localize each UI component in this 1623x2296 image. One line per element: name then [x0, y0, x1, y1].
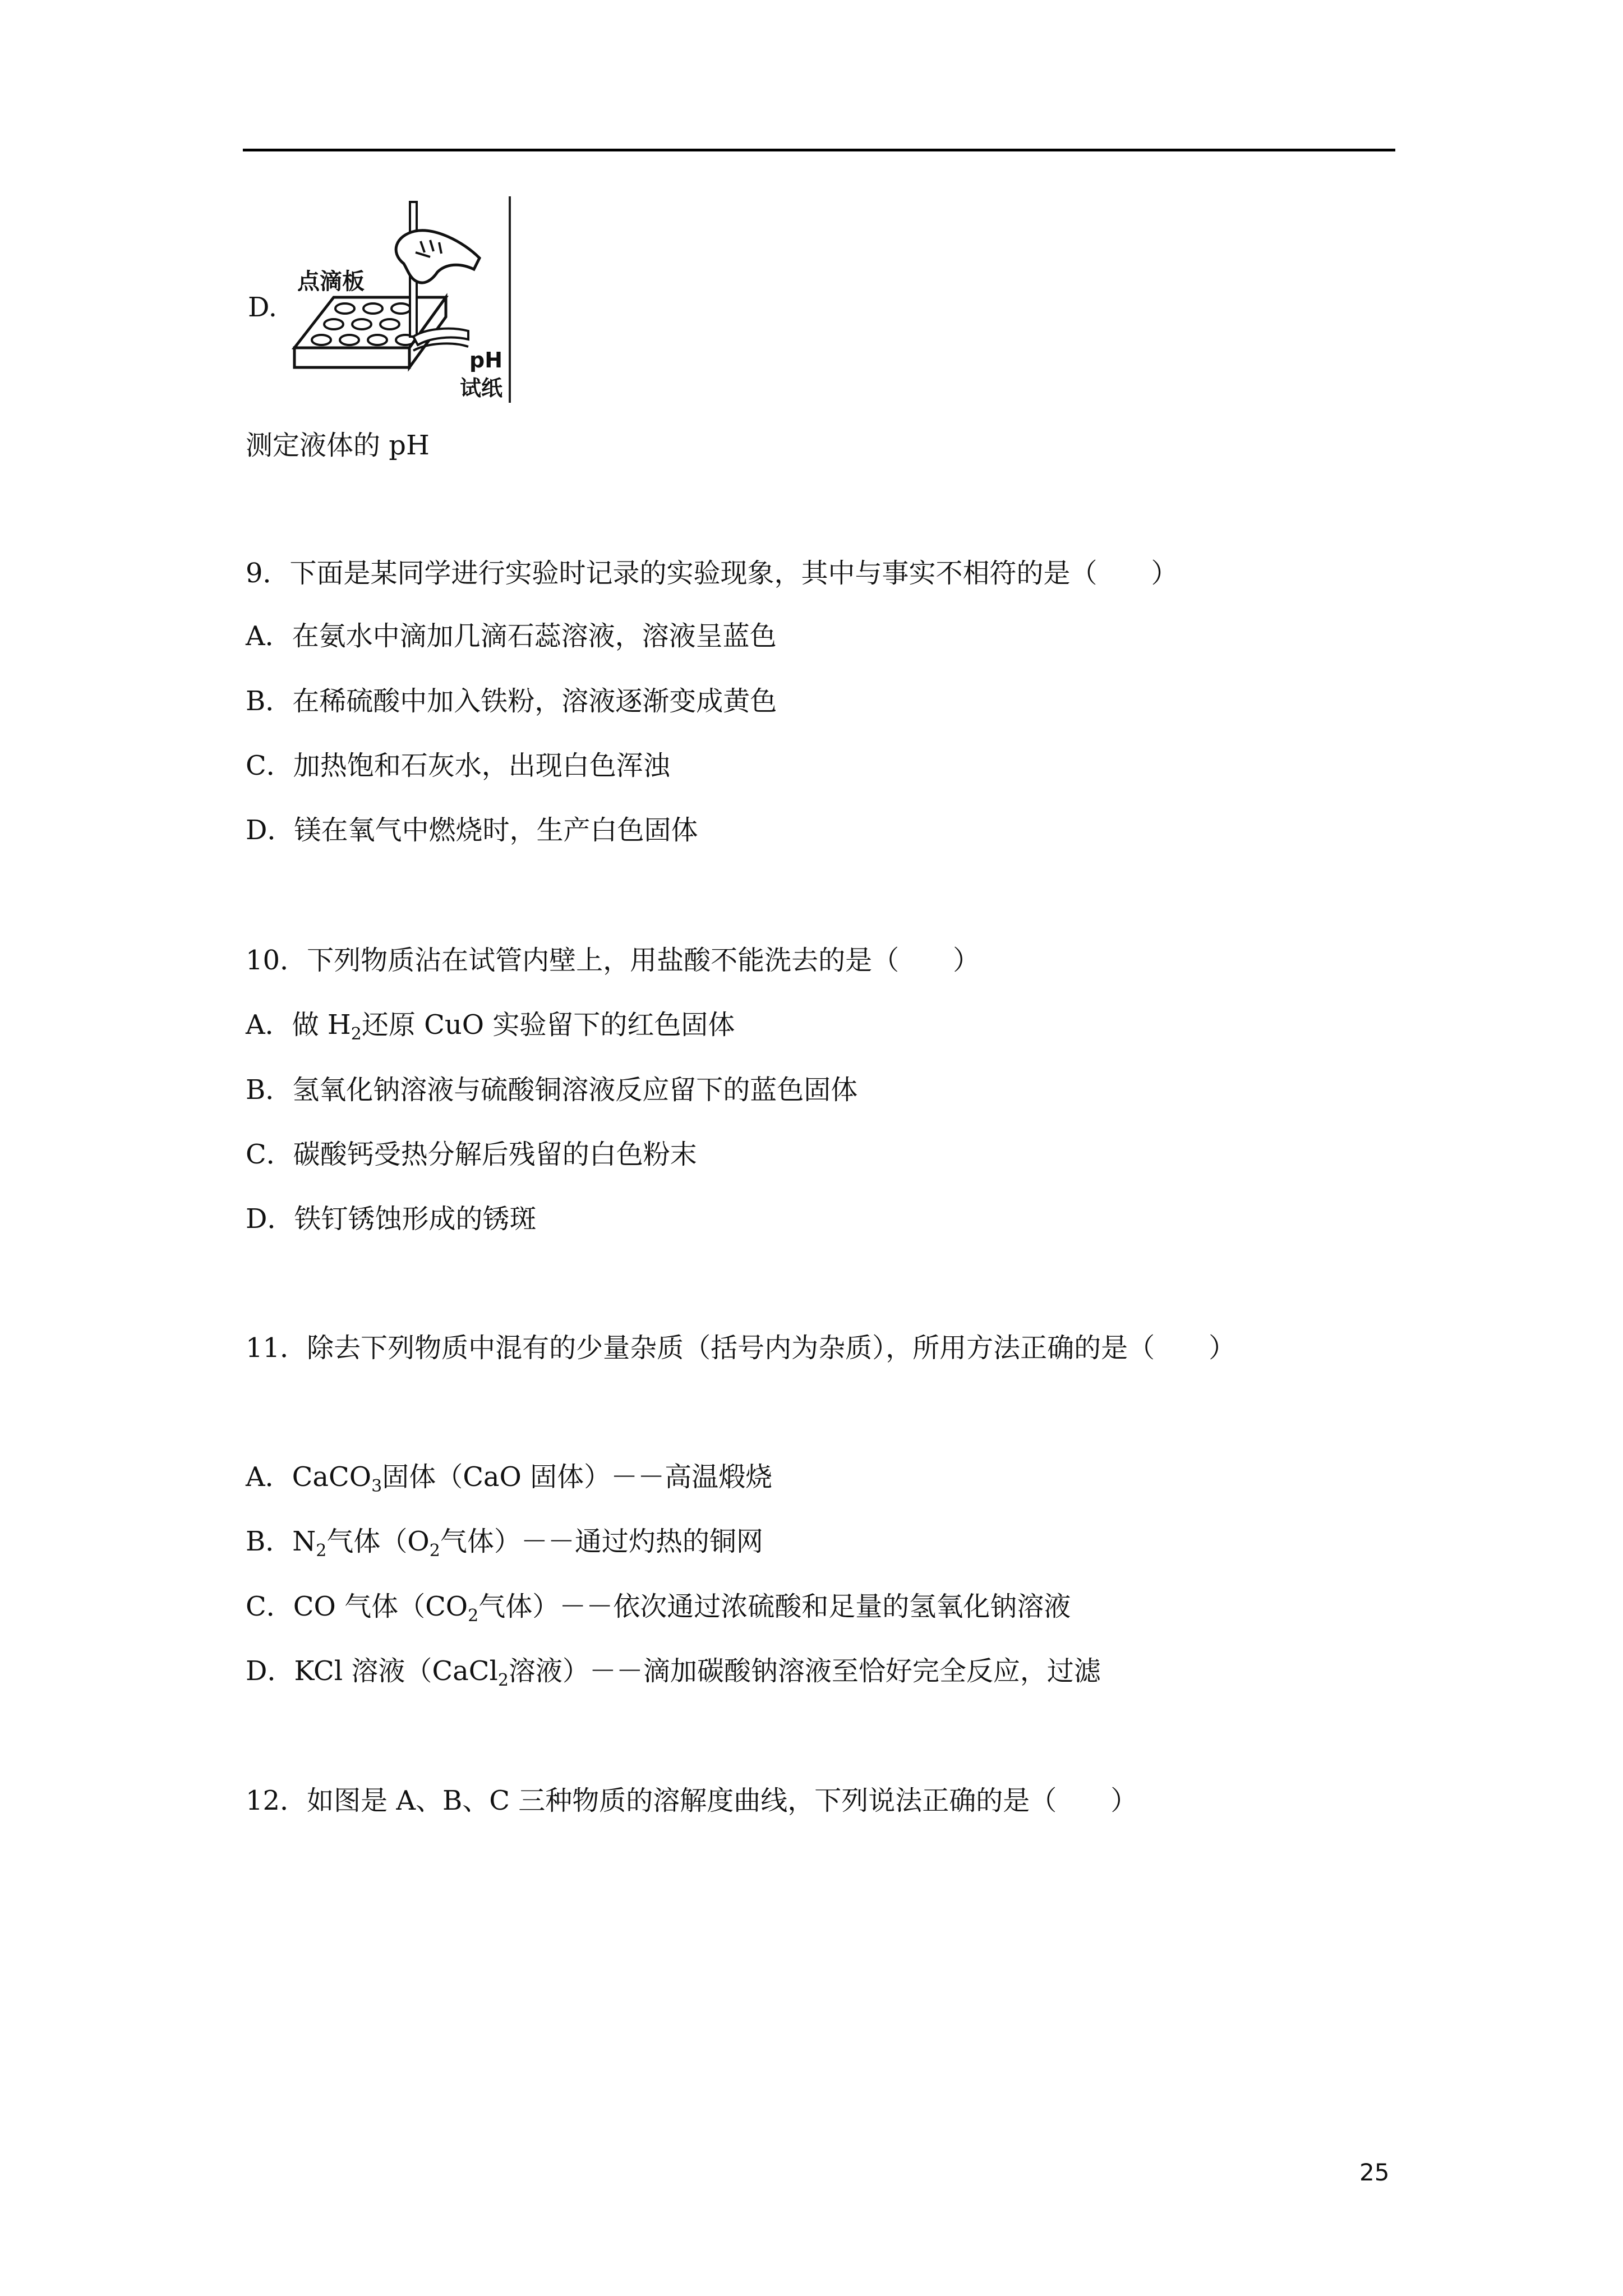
q12-stem: 12．如图是 A、B、C 三种物质的溶解度曲线，下列说法正确的是（ ）	[246, 1785, 1138, 1816]
plate-label: 点滴板	[297, 269, 365, 295]
q9-option-b: B．在稀硫酸中加入铁粉，溶液逐渐变成黄色	[246, 685, 777, 717]
q10-option-c: C．碳酸钙受热分解后残留的白色粉末	[246, 1139, 697, 1170]
q9-option-c: C．加热饱和石灰水，出现白色浑浊	[246, 750, 670, 781]
q11-option-a: A．CaCO$_3$固体（CaO 固体）－－高温煅烧	[246, 1461, 773, 1496]
q11-stem: 11．除去下列物质中混有的少量杂质（括号内为杂质），所用方法正确的是（ ）	[246, 1332, 1236, 1364]
q10-option-d: D．铁钉锈蚀形成的锈斑	[246, 1203, 537, 1235]
q10-stem: 10．下列物质沾在试管内壁上，用盐酸不能洗去的是（ ）	[246, 945, 980, 976]
q10-option-a: A．做 $H_2$还原 CuO 实验留下的红色固体	[246, 1009, 735, 1044]
page-number: 25	[1359, 2159, 1390, 2186]
ph-test-figure	[283, 196, 519, 403]
hand	[396, 231, 479, 283]
q8-option-d-letter: D.	[248, 292, 278, 323]
q11-option-c: C．CO 气体（$CO_2$气体）－－依次通过浓硫酸和足量的氢氧化钠溶液	[246, 1591, 1071, 1626]
plate-front	[294, 348, 409, 367]
q9-stem: 9．下面是某同学进行实验时记录的实验现象，其中与事实不相符的是（ ）	[246, 558, 1178, 589]
q9-option-d: D．镁在氧气中燃烧时，生产白色固体	[246, 815, 698, 846]
q10-option-b: B．氢氧化钠溶液与硫酸铜溶液反应留下的蓝色固体	[246, 1074, 858, 1106]
q8-option-d-caption: 测定液体的 pH	[246, 430, 430, 461]
ph-label: pH	[469, 348, 503, 372]
q11-option-b: B．$N_2$气体（$O_2$气体）－－通过灼热的铜网	[246, 1526, 763, 1561]
q11-option-d: D．KCl 溶液（CaCl$_2$溶液）－－滴加碳酸钠溶液至恰好完全反应，过滤	[246, 1655, 1101, 1690]
test-paper-label: 试纸	[460, 376, 503, 401]
header-rule	[243, 149, 1395, 151]
q9-option-a: A．在氨水中滴加几滴石蕊溶液，溶液呈蓝色	[246, 620, 777, 652]
